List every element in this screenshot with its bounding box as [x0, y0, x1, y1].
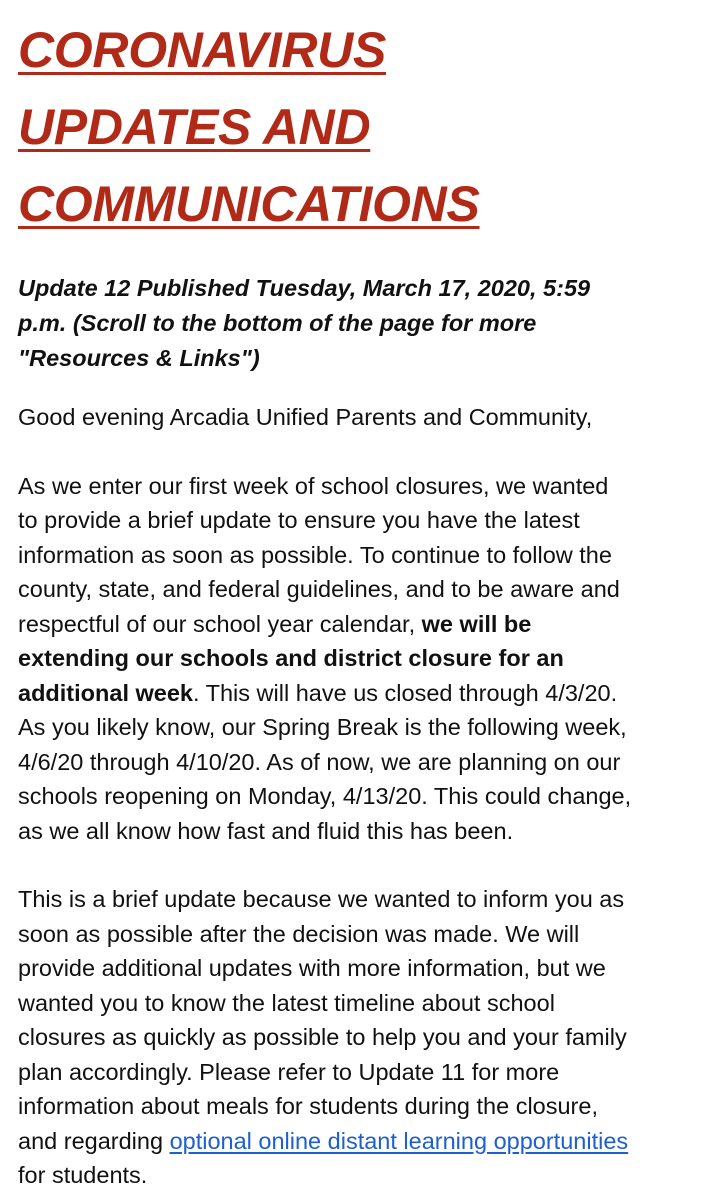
- update-line-3: "Resources & Links"): [18, 345, 260, 371]
- p2-line-7: information about meals for students during the closure,: [18, 1093, 598, 1119]
- p1-line-8: As you likely know, our Spring Break is the following week,: [18, 714, 627, 740]
- update-line-1: Update 12 Published Tuesday, March 17, 2020, 5:59: [18, 275, 591, 301]
- p1-line-7-text: . This will have us closed through 4/3/20.: [193, 679, 618, 706]
- greeting-text: Good evening Arcadia Unified Parents and Community,: [18, 404, 593, 430]
- p1-line-5-emphasis: we will be: [421, 610, 532, 637]
- page-title: [18, 0, 693, 243]
- p2-line-1: This is a brief update because we wanted to inform you as: [18, 886, 625, 912]
- p2-line-3: provide additional updates with more information, but we: [18, 955, 606, 981]
- p2-line-6: plan accordingly. Please refer to Update 11 for more: [18, 1058, 560, 1085]
- p1-line-3: information as soon as possible. To continue to follow the: [18, 541, 612, 568]
- p1-line-4: county, state, and federal guidelines, and to be aware and: [18, 576, 620, 602]
- p2-line-8-text: and regarding: [18, 1127, 170, 1154]
- closure-extension-paragraph: [18, 469, 693, 849]
- p1-line-7-emphasis: additional week: [18, 679, 193, 706]
- p2-line-4: wanted you to know the latest timeline about school: [18, 989, 555, 1016]
- update-line-2: p.m. (Scroll to the bottom of the page for more: [18, 310, 537, 336]
- p1-line-10: schools reopening on Monday, 4/13/20. This could change,: [18, 783, 632, 809]
- title-line-3: COMMUNICATIONS: [18, 176, 480, 232]
- p1-line-1: As we enter our first week of school closures, we wanted: [18, 472, 609, 499]
- title-line-1: CORONAVIRUS: [18, 22, 387, 78]
- online-learning-link[interactable]: optional online distant learning opportunities: [169, 1127, 629, 1154]
- p1-line-6-emphasis: extending our schools and district closure for an: [18, 645, 564, 671]
- title-line-2: UPDATES AND: [18, 99, 371, 155]
- brief-update-paragraph: [18, 882, 693, 1193]
- p2-line-2: soon as possible after the decision was made. We will: [18, 920, 580, 947]
- p2-line-9: for students.: [18, 1162, 148, 1188]
- update-published-heading: [18, 271, 693, 376]
- p1-line-2: to provide a brief update to ensure you have the latest: [18, 507, 580, 533]
- p1-line-11: as we all know how fast and fluid this has been.: [18, 817, 514, 844]
- p2-line-5: closures as quickly as possible to help you and your family: [18, 1024, 627, 1050]
- p1-line-5-text: respectful of our school year calendar,: [18, 610, 422, 637]
- p1-line-9: 4/6/20 through 4/10/20. As of now, we are planning on our: [18, 748, 621, 775]
